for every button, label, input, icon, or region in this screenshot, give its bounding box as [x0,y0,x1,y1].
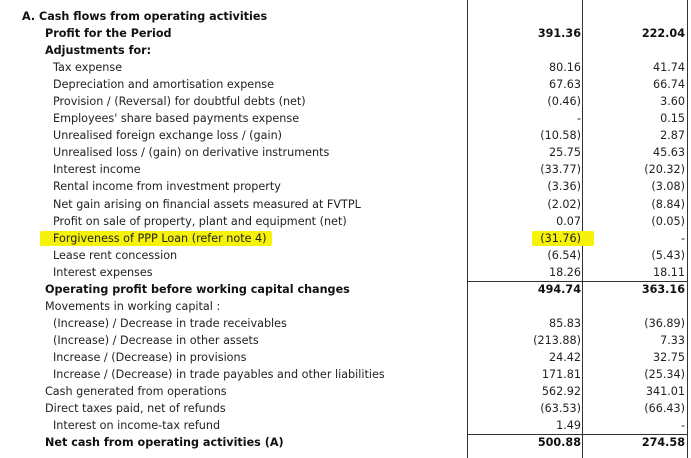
table-row [0,110,691,127]
table-row [0,315,691,332]
row-label: Provision / (Reversal) for doubtful debts (net) [53,95,306,109]
table-row [0,383,691,400]
current-period-value: 85.83 [548,316,581,330]
table-row [0,93,691,110]
row-label: Unrealised foreign exchange loss / (gain) [53,129,283,143]
row-label: Net gain arising on financial assets measured at FVTPL [53,197,361,211]
table-row [0,400,691,417]
current-period-value: (31.76) [540,231,581,245]
row-label: Depreciation and amortisation expense [53,78,274,92]
row-label: Direct taxes paid, net of refunds [45,402,226,416]
table-row [0,366,691,383]
current-period-value: - [576,112,581,126]
subtotal-rule [583,281,687,282]
current-period-value: 67.63 [548,78,581,92]
previous-period-value: 3.60 [660,95,685,109]
table-row [0,247,691,264]
row-label: Profit for the Period [45,27,172,40]
previous-period-value: 45.63 [652,146,685,160]
previous-period-value: 7.33 [660,333,685,347]
row-label: Interest expenses [53,265,153,279]
row-label: Lease rent concession [53,248,178,262]
table-row [0,264,691,281]
table-row [0,59,691,76]
previous-period-value: 2.87 [660,129,685,143]
previous-period-value: (0.05) [651,214,685,228]
previous-period-value: 41.74 [652,61,685,75]
current-period-value: 562.92 [541,385,581,399]
current-period-value: (213.88) [533,333,581,347]
previous-period-value: - [680,231,685,245]
current-period-value: 171.81 [541,368,581,381]
previous-period-value: (36.89) [644,316,685,330]
current-period-value: 494.74 [537,282,581,296]
row-label: Interest income [53,163,141,177]
current-period-value: 24.42 [548,350,581,364]
current-period-value: (0.46) [547,95,581,109]
previous-period-value: (25.34) [644,368,685,381]
table-row [0,42,691,59]
row-label: Cash generated from operations [45,385,227,399]
previous-period-value: (66.43) [644,402,685,416]
previous-period-value: 341.01 [645,385,685,399]
current-period-value: (2.02) [547,197,581,211]
table-row [0,349,691,366]
table-row [0,144,691,161]
table-row [0,178,691,195]
previous-period-value: (8.84) [651,197,685,211]
table-row [0,196,691,213]
current-period-value: 500.88 [537,436,581,450]
current-period-value: 80.16 [548,61,581,75]
row-label: Employees' share based payments expense [53,112,300,126]
current-period-value: 0.07 [556,214,581,228]
table-row [0,434,691,451]
current-period-value: (10.58) [540,129,581,143]
previous-period-value: 363.16 [641,282,685,296]
previous-period-value: (20.32) [644,163,685,177]
row-label: Rental income from investment property [53,180,281,194]
row-label: Unrealised loss / (gain) on derivative instruments [53,146,330,160]
table-row [0,213,691,230]
row-label: Forgiveness of PPP Loan (refer note 4) [53,231,267,245]
row-label: Adjustments for: [45,44,152,58]
section-title: A. Cash flows from operating activities [22,10,268,23]
table-row [0,281,691,298]
current-period-value: (3.36) [547,180,581,194]
table-row [0,332,691,349]
subtotal-rule [583,434,687,435]
table-row [0,417,691,434]
table-row [0,127,691,144]
row-label: Movements in working capital : [45,299,221,313]
row-label: Interest on income-tax refund [53,419,221,433]
previous-period-value: 222.04 [641,27,685,40]
current-period-value: 1.49 [556,419,581,433]
row-label: (Increase) / Decrease in other assets [53,333,259,347]
current-period-value: 18.26 [548,265,581,279]
table-row [0,161,691,178]
current-period-value: 25.75 [548,146,581,160]
table-row [0,25,691,42]
row-label: Profit on sale of property, plant and equipment (net) [53,214,347,228]
previous-period-value: 274.58 [641,436,685,450]
current-period-value: 391.36 [537,27,581,40]
previous-period-value: 0.15 [660,112,685,126]
current-period-value: (63.53) [540,402,581,416]
previous-period-value: (3.08) [651,180,685,194]
previous-period-value: 32.75 [652,350,685,364]
current-period-value: (33.77) [540,163,581,177]
previous-period-value: 18.11 [652,265,685,279]
row-label: Operating profit before working capital changes [45,282,350,296]
row-label: (Increase) / Decrease in trade receivables [53,316,287,330]
previous-period-value: (5.43) [651,248,685,262]
previous-period-value: - [680,419,685,433]
table-row [0,230,691,247]
table-row [0,298,691,315]
subtotal-rule [468,434,582,435]
subtotal-rule [468,281,582,282]
row-label: Tax expense [53,61,123,75]
previous-period-value: 66.74 [652,78,685,92]
row-label: Net cash from operating activities (A) [45,436,284,450]
current-period-value: (6.54) [547,248,581,262]
row-label: Increase / (Decrease) in trade payables and other liabilities [53,368,385,381]
row-label: Increase / (Decrease) in provisions [53,350,247,364]
table-row [0,76,691,93]
